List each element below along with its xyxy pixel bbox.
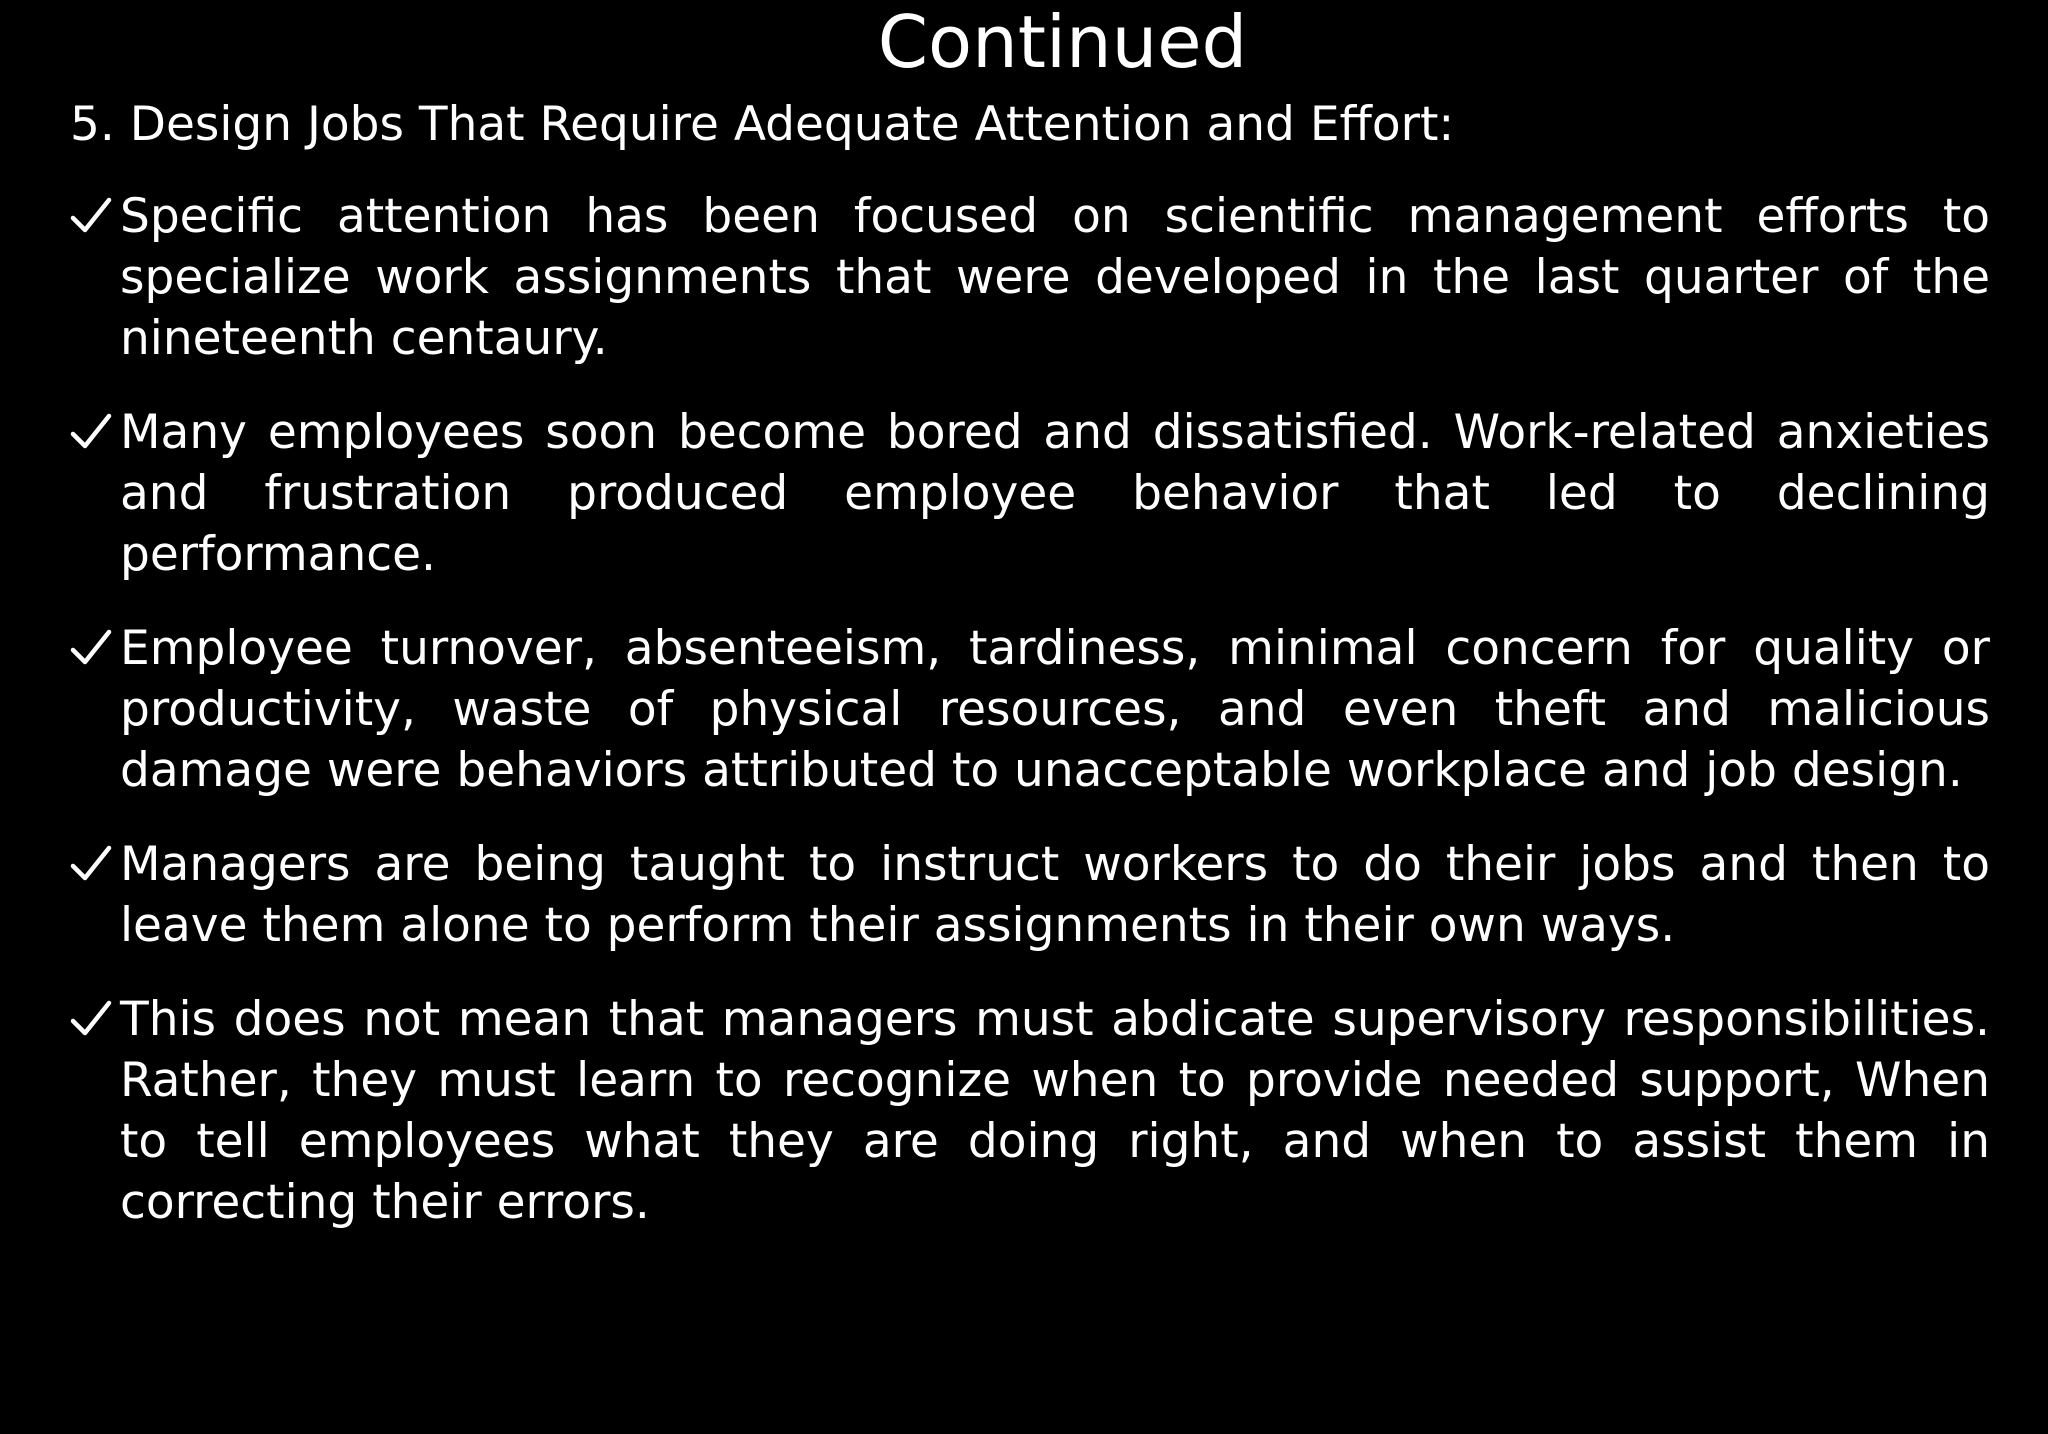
bullet-text: Many employees soon become bored and dissatisfied. Work-related anxieties and frustration produced employee behavior that led to declining performance. xyxy=(120,405,1990,582)
bullet-item xyxy=(70,618,1990,801)
section-heading: 5. Design Jobs That Require Adequate Attention and Effort: xyxy=(70,97,1455,152)
bullet-item xyxy=(70,989,1990,1233)
checkmark-icon xyxy=(70,186,120,247)
bullet-item xyxy=(70,186,1990,369)
bullet-item xyxy=(70,402,1990,585)
slide-title: Continued xyxy=(877,0,1248,84)
bullet-text: Employee turnover, absenteeism, tardiness, minimal concern for quality or productivity, waste of physical resources, and even theft and malicious damage were behaviors attributed to unacceptable workplace and job design. xyxy=(120,621,1990,798)
bullet-text: Specific attention has been focused on scientific management efforts to specialize work assignments that were developed in the last quarter of the nineteenth centaury. xyxy=(120,189,1990,366)
bullet-list xyxy=(70,186,1990,1266)
bullet-item xyxy=(70,834,1990,956)
checkmark-icon xyxy=(70,834,120,895)
checkmark-icon xyxy=(70,989,120,1050)
checkmark-icon xyxy=(70,402,120,463)
bullet-text: Managers are being taught to instruct workers to do their jobs and then to leave them alone to perform their assignments in their own ways. xyxy=(120,837,1990,953)
bullet-text: This does not mean that managers must abdicate supervisory responsibilities. Rather, they must learn to recognize when to provide needed support, When to tell employees what they are doing right, and when to assist them in correcting their errors. xyxy=(120,992,1990,1230)
checkmark-icon xyxy=(70,618,120,679)
